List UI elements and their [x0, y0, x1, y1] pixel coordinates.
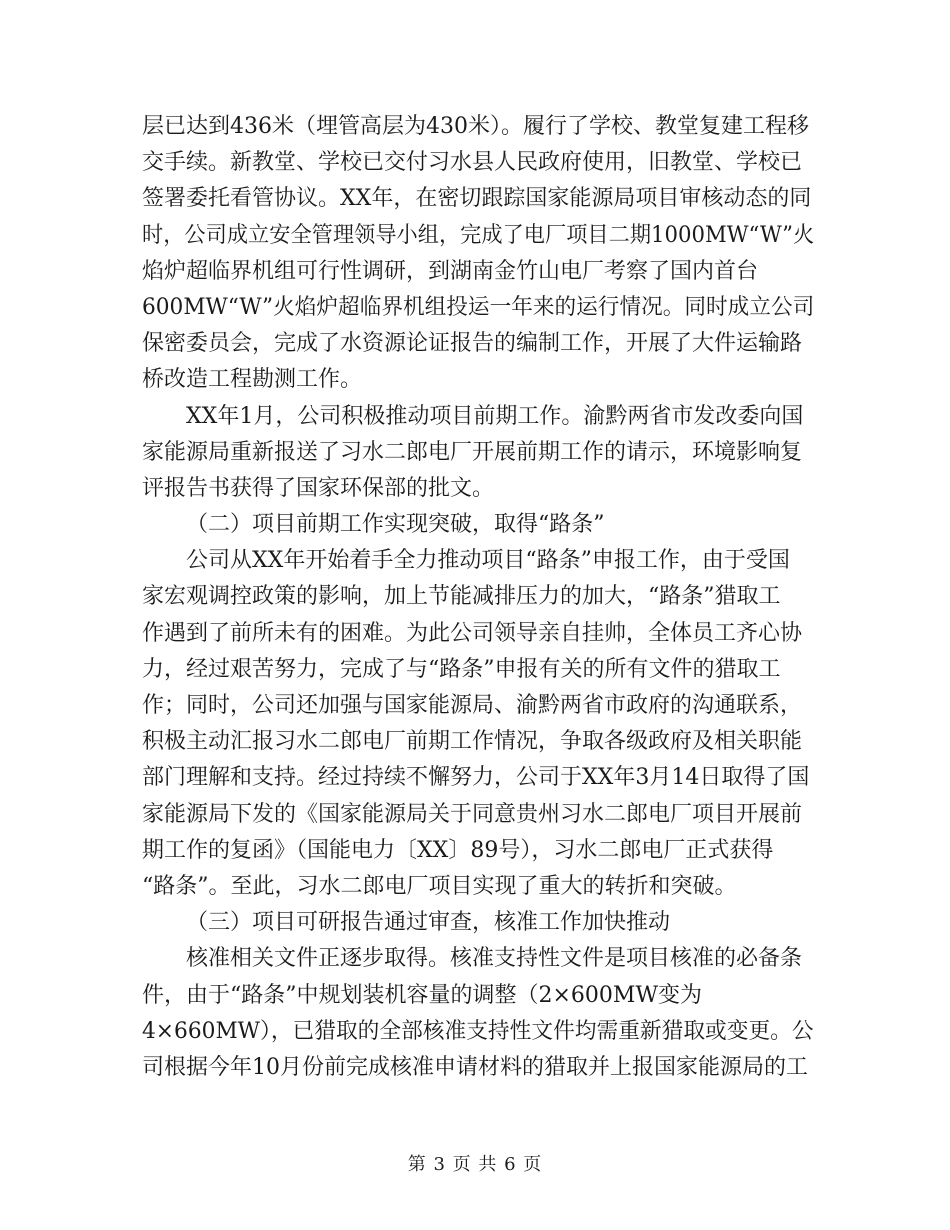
page-footer: 第 3 页 共 6 页 — [407, 1154, 543, 1175]
text-line: 600MW“W”火焰炉超临界机组投运一年来的运行情况。同时成立公司 — [142, 294, 815, 320]
paragraph-first-line: 公司从XX年开始着手全力推动项目“路条”申报工作，由于受国 — [186, 548, 790, 574]
paragraph-first-line: 核准相关文件正逐步取得。核准支持性文件是项目核准的必备条 — [186, 946, 803, 972]
text-line: 期工作的复函》（国能电力〔XX〕89号），习水二郎电厂正式获得 — [142, 837, 774, 863]
text-line: “路条”。至此，习水二郎电厂项目实现了重大的转折和突破。 — [142, 873, 737, 899]
text-line: 司根据今年10月份前完成核准申请材料的猎取并上报国家能源局的工 — [142, 1054, 808, 1080]
text-line: 交手续。新教堂、学校已交付习水县人民政府使用，旧教堂、学校已 — [142, 150, 803, 176]
text-line: 保密委员会，完成了水资源论证报告的编制工作，开展了大件运输路 — [142, 331, 803, 357]
text-line: 焰炉超临界机组可行性调研，到湖南金竹山电厂考察了国内首台 — [142, 258, 759, 284]
text-line: 家能源局重新报送了习水二郎电厂开展前期工作的请示，环境影响复 — [142, 439, 803, 465]
text-line: 家宏观调控政策的影响，加上节能减排压力的加大，“路条”猎取工 — [142, 584, 781, 610]
text-line: 积极主动汇报习水二郎电厂前期工作情况，争取各级政府及相关职能 — [142, 729, 803, 755]
text-line: 时，公司成立安全管理领导小组，完成了电厂项目二期1000MW“W”火 — [142, 222, 815, 248]
section-heading: （三）项目可研报告通过审查，核准工作加快推动 — [186, 910, 671, 936]
paragraph-first-line: XX年1月，公司积极推动项目前期工作。渝黔两省市发改委向国 — [186, 403, 804, 429]
text-line: 作遇到了前所未有的困难。为此公司领导亲自挂帅，全体员工齐心协 — [142, 620, 803, 646]
text-line: 评报告书获得了国家环保部的批文。 — [142, 475, 495, 501]
text-line: 家能源局下发的《国家能源局关于同意贵州习水二郎电厂项目开展前 — [142, 801, 803, 827]
text-line: 层已达到436米（埋管高层为430米）。履行了学校、教堂复建工程移 — [142, 114, 809, 139]
text-line: 桥改造工程勘测工作。 — [142, 367, 363, 393]
text-line: 签署委托看管协议。XX年，在密切跟踪国家能源局项目审核动态的同 — [142, 186, 812, 212]
text-line: 部门理解和支持。经过持续不懈努力，公司于XX年3月14日取得了国 — [142, 765, 810, 791]
text-line: 力，经过艰苦努力，完成了与“路条”申报有关的所有文件的猎取工 — [142, 656, 781, 682]
text-line: 4×660MW），已猎取的全部核准支持性文件均需重新猎取或变更。公 — [142, 1018, 814, 1044]
body-text — [142, 109, 814, 1086]
section-heading: （二）项目前期工作实现突破，取得“路条” — [186, 512, 605, 538]
text-line: 作；同时，公司还加强与国家能源局、渝黔两省市政府的沟通联系， — [142, 693, 803, 718]
text-line: 件，由于“路条”中规划装机容量的调整（2×600MW变为 — [142, 982, 703, 1008]
